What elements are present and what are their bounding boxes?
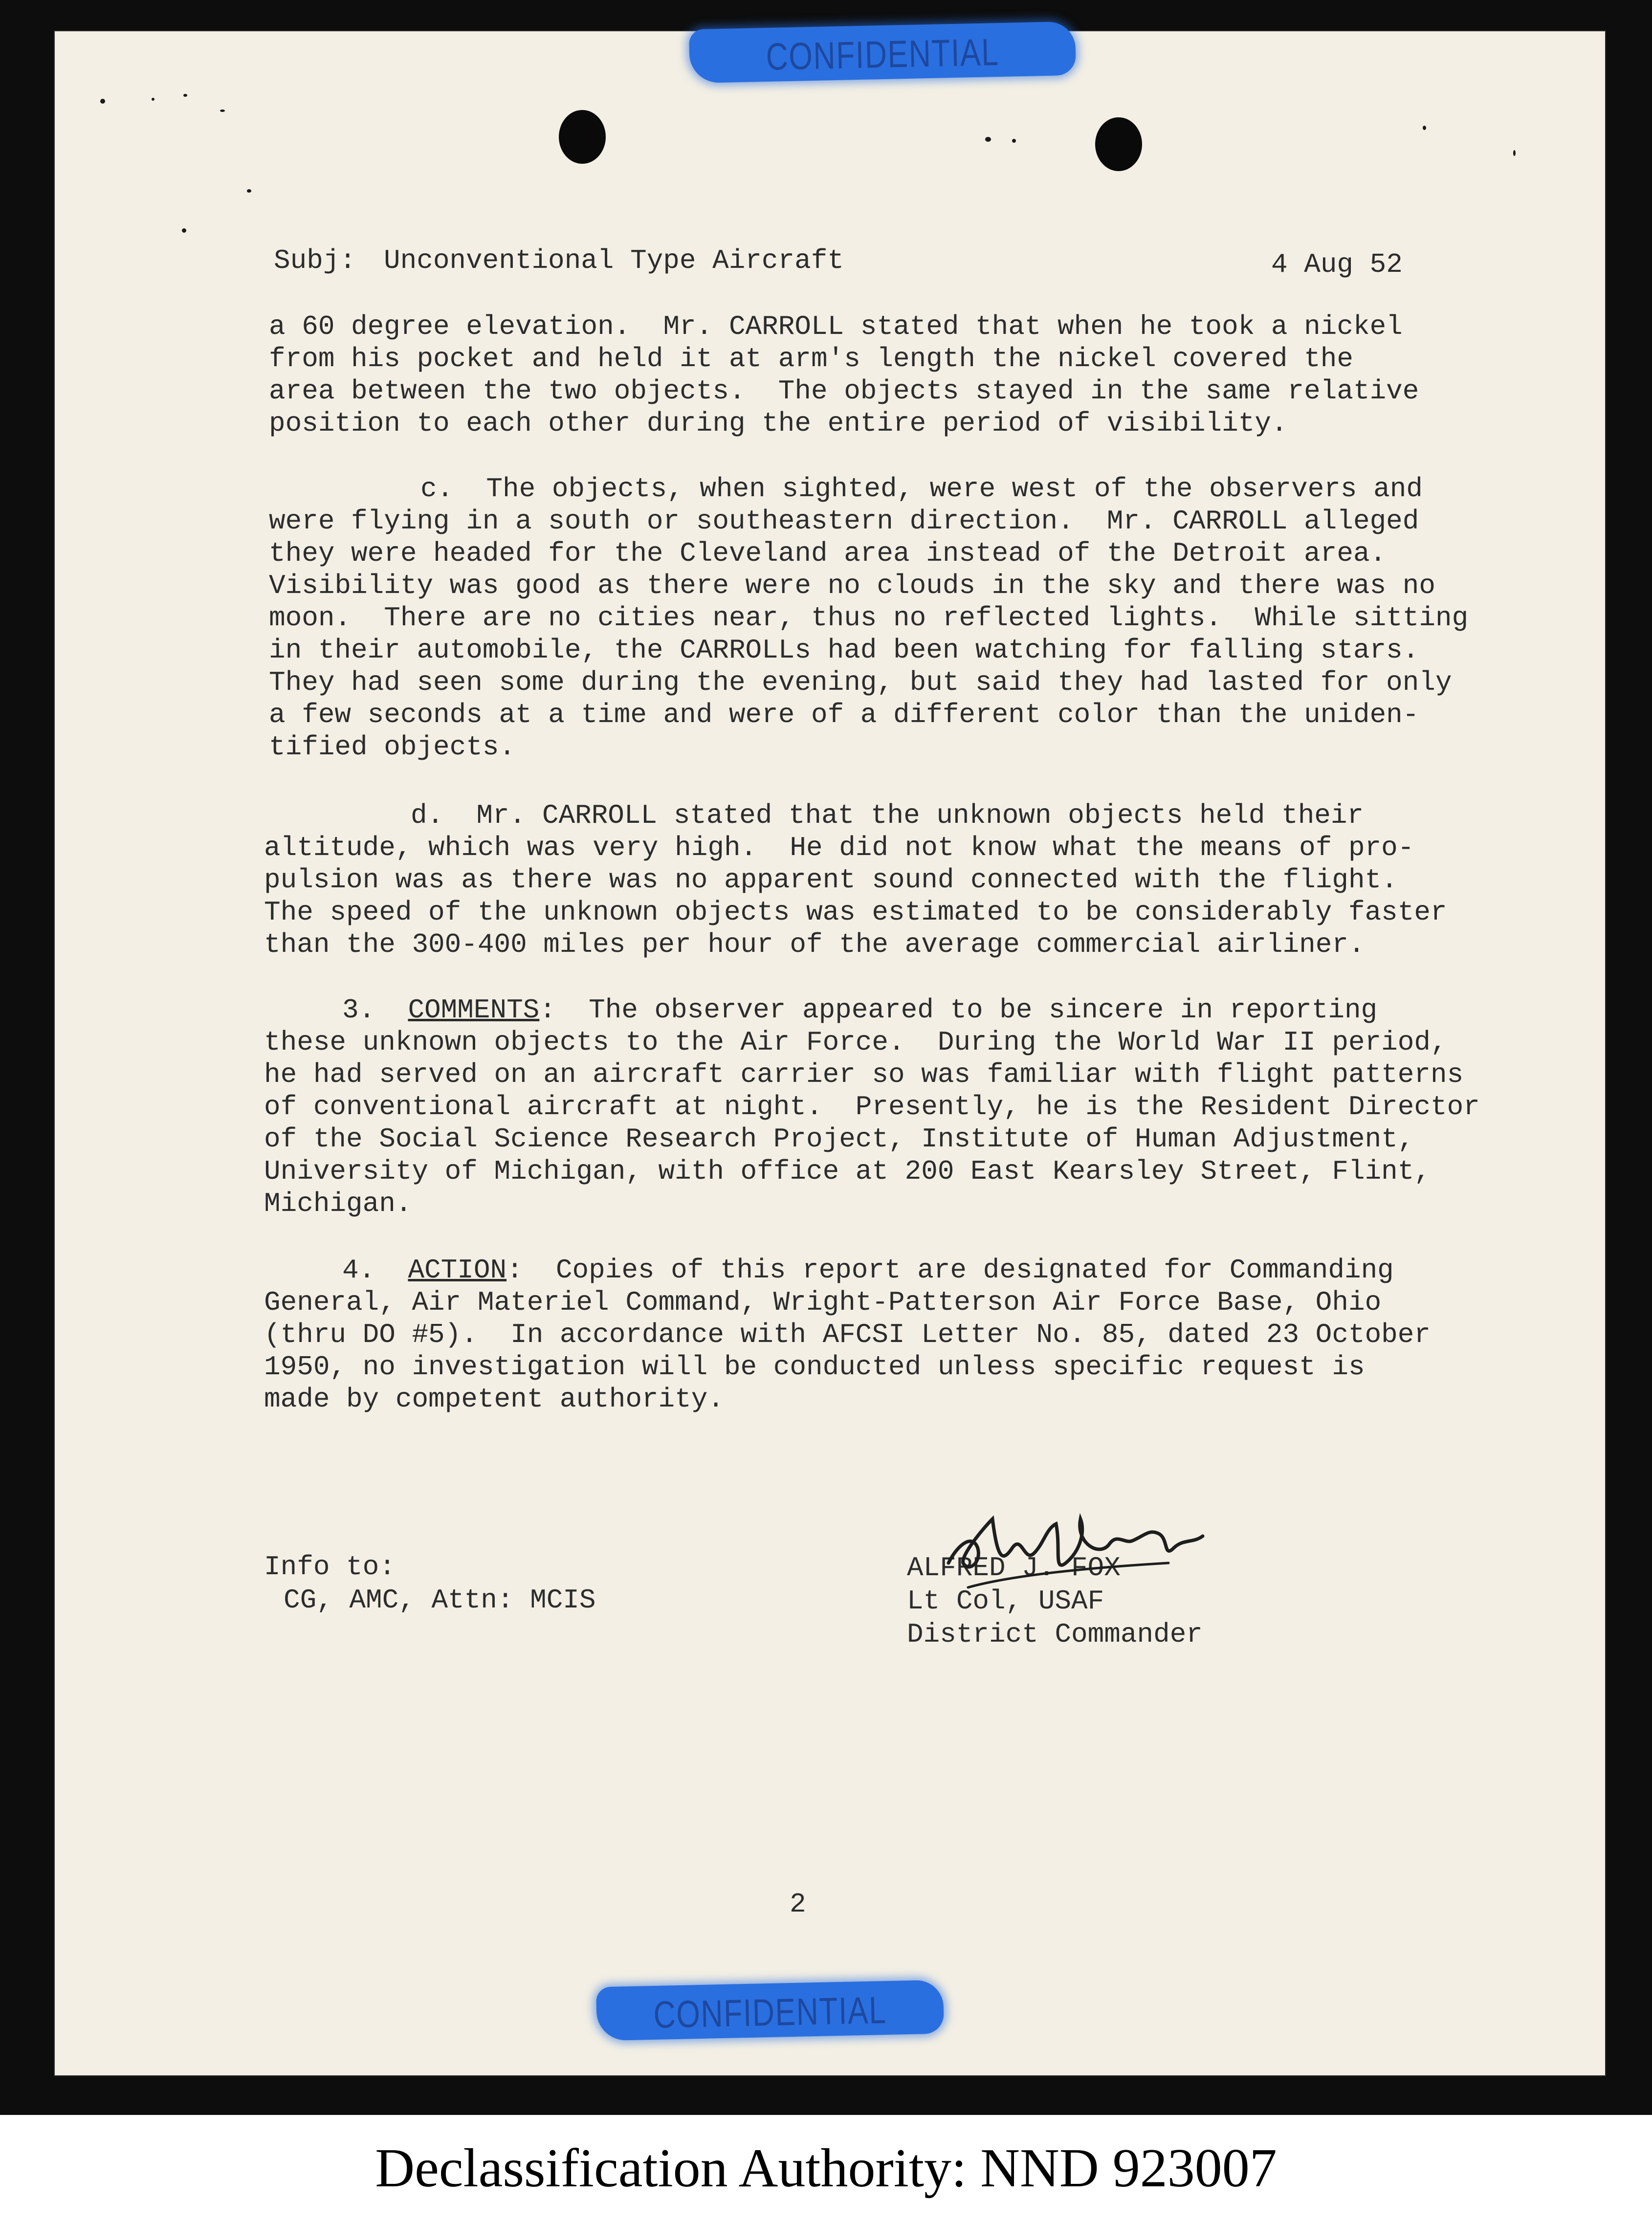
comments-line: of conventional aircraft at night. Presently, he is the Resident Director <box>264 1091 1480 1122</box>
action-line: 1950, no investigation will be conducted unless specific request is <box>264 1351 1365 1383</box>
comments-heading: COMMENTS <box>408 994 540 1026</box>
action-number: 4. <box>342 1254 375 1286</box>
scan-speck <box>985 137 991 142</box>
comments-line: these unknown objects to the Air Force. During the World War II period, <box>264 1027 1447 1058</box>
paragraph-c-line: tified objects. <box>269 731 516 763</box>
comments-first-line-text: : The observer appeared to be sincere in reporting <box>539 994 1378 1026</box>
action-first-line <box>342 1254 1394 1286</box>
subject-label: Subj: <box>274 245 356 276</box>
paragraph-c-line: they were headed for the Cleveland area instead of the Detroit area. <box>269 538 1387 569</box>
document-date: 4 Aug 52 <box>1271 249 1403 280</box>
scan-speck <box>152 98 154 101</box>
paragraph-c-line: a few seconds at a time and were of a different color than the uniden- <box>269 699 1419 730</box>
paragraph-line: a 60 degree elevation. Mr. CARROLL stated that when he took a nickel <box>269 311 1403 342</box>
confidential-stamp-bottom <box>596 1980 944 2041</box>
paragraph-c-line: moon. There are no cities near, thus no reflected lights. While sitting <box>269 602 1469 634</box>
action-heading: ACTION <box>408 1254 507 1286</box>
declassification-footer: Declassification Authority: NND 923007 <box>0 2115 1652 2222</box>
scan-speck <box>247 189 251 193</box>
paragraph-line: from his pocket and held it at arm's length the nickel covered the <box>269 343 1353 374</box>
paragraph-c-line: in their automobile, the CARROLLs had been watching for falling stars. <box>269 635 1419 666</box>
comments-first-line <box>342 994 1377 1026</box>
subject-line: Unconventional Type Aircraft <box>384 245 844 276</box>
comments-line: of the Social Science Research Project, Institute of Human Adjustment, <box>264 1123 1414 1155</box>
scan-speck <box>220 110 225 112</box>
paragraph-c-line: c. The objects, when sighted, were west of the observers and <box>420 473 1423 505</box>
handwritten-signature <box>939 1490 1212 1607</box>
action-line: made by competent authority. <box>264 1384 724 1415</box>
punch-hole-left <box>559 110 606 164</box>
scan-speck <box>100 99 105 104</box>
signature-title: District Commander <box>907 1619 1203 1650</box>
paragraph-d-line: The speed of the unknown objects was estimated to be considerably faster <box>264 897 1447 928</box>
paragraph-d-line: pulsion was as there was no apparent sound connected with the flight. <box>264 864 1398 896</box>
action-line: (thru DO #5). In accordance with AFCSI Letter No. 85, dated 23 October <box>264 1319 1431 1350</box>
paragraph-line: position to each other during the entire period of visibility. <box>269 408 1288 439</box>
comments-line: Michigan. <box>264 1188 412 1219</box>
scan-speck <box>1423 126 1426 130</box>
info-to-label: Info to: <box>264 1551 396 1583</box>
info-to-recipient: CG, AMC, Attn: MCIS <box>284 1584 596 1616</box>
comments-line: he had served on an aircraft carrier so was familiar with flight patterns <box>264 1059 1464 1090</box>
paragraph-d-line: than the 300-400 miles per hour of the average commercial airliner. <box>264 929 1365 960</box>
action-line: General, Air Materiel Command, Wright-Patterson Air Force Base, Ohio <box>264 1287 1382 1318</box>
confidential-stamp-bottom-text: CONFIDENTIAL <box>653 1988 887 2036</box>
paragraph-line: area between the two objects. The objects stayed in the same relative <box>269 375 1419 407</box>
comments-line: University of Michigan, with office at 200 East Kearsley Street, Flint, <box>264 1156 1431 1187</box>
action-first-line-text: : Copies of this report are designated for Commanding <box>507 1254 1394 1286</box>
confidential-stamp-top <box>689 22 1076 84</box>
signature-name: ALFRED J. FOX <box>907 1552 1121 1584</box>
punch-hole-right <box>1095 117 1142 171</box>
paragraph-c-line: Visibility was good as there were no clouds in the sky and there was no <box>269 570 1435 601</box>
paragraph-d-line: d. Mr. CARROLL stated that the unknown objects held their <box>411 800 1364 831</box>
scan-speck <box>1513 150 1516 156</box>
scan-speck <box>182 228 186 233</box>
document-page <box>54 30 1606 2076</box>
paragraph-c-line: were flying in a south or southeastern direction. Mr. CARROLL alleged <box>269 506 1419 537</box>
scan-speck <box>183 94 187 97</box>
comments-number: 3. <box>342 994 375 1026</box>
signature-rank: Lt Col, USAF <box>907 1585 1104 1617</box>
paragraph-c-line: They had seen some during the evening, but said they had lasted for only <box>269 667 1452 698</box>
page-number: 2 <box>790 1889 806 1920</box>
paragraph-d-line: altitude, which was very high. He did not know what the means of pro- <box>264 832 1414 863</box>
scan-speck <box>1012 139 1016 143</box>
confidential-stamp-top-text: CONFIDENTIAL <box>765 30 1000 78</box>
